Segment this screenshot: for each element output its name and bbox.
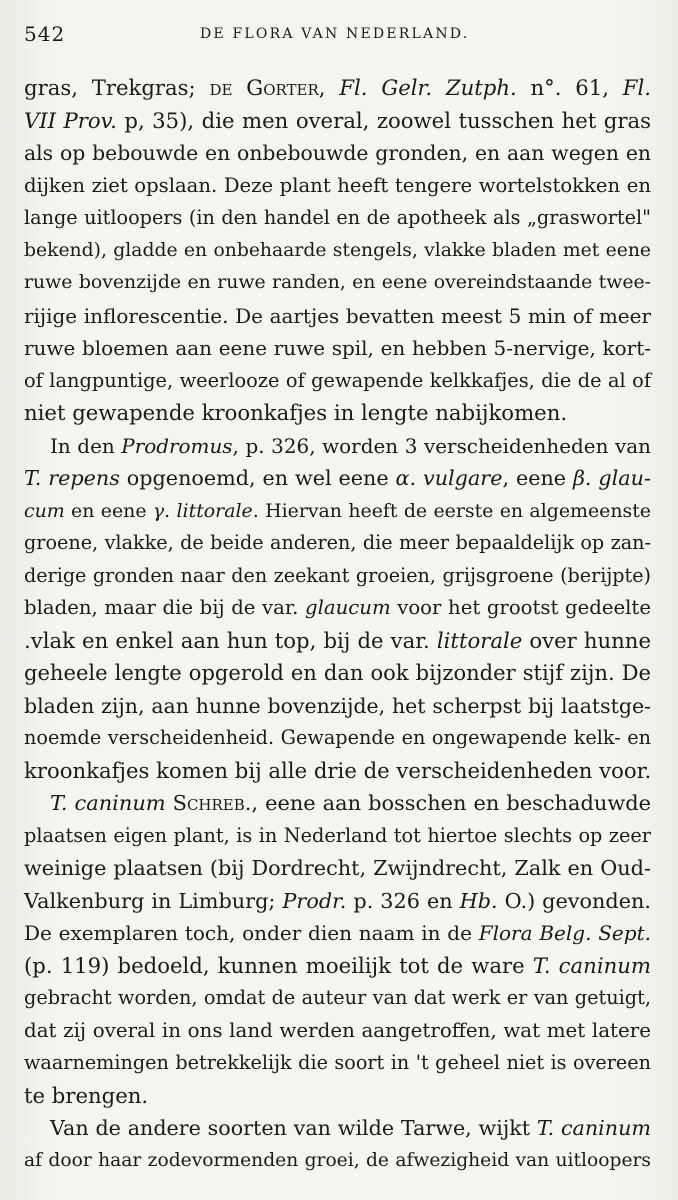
text-line bbox=[24, 397, 651, 430]
text-line bbox=[24, 72, 651, 105]
text-line bbox=[24, 1015, 651, 1048]
text-run: kroonkafjes komen bij alle drie de verscheidenheden voor. bbox=[24, 757, 652, 783]
text-run: af door haar zodevormenden groei, de afwezigheid van uitloopers bbox=[24, 1149, 651, 1171]
text-run: .vlak en enkel aan hun top, bij de var. bbox=[24, 627, 437, 653]
text-run: of langpuntige, weerlooze of gewapende kelkkafjes, die de al of bbox=[24, 368, 651, 392]
text-line bbox=[24, 820, 651, 853]
italic-text: littorale bbox=[436, 627, 523, 653]
text-line bbox=[24, 1080, 651, 1113]
text-run: , eene bbox=[502, 466, 573, 490]
text-line bbox=[24, 365, 651, 398]
text-run: derige gronden naar den zeekant groeien, grijsgroene (berijpte) bbox=[24, 563, 651, 587]
text-line bbox=[24, 560, 651, 593]
text-line bbox=[24, 332, 651, 365]
text-line bbox=[24, 917, 651, 950]
text-run: In den bbox=[50, 433, 122, 458]
text-line bbox=[24, 235, 651, 268]
body-text bbox=[24, 72, 651, 1177]
text-run: gras, Trekgras; bbox=[24, 75, 210, 100]
text-run: ruwe bovenzijde en ruwe randen, en eene overeindstaande twee- bbox=[24, 272, 651, 293]
text-run: dat zij overal in ons land werden aangetroffen, wat met latere bbox=[24, 1018, 651, 1042]
text-line bbox=[24, 755, 651, 788]
text-run: opgenoemd, en wel eene bbox=[119, 466, 396, 490]
text-run: ruwe bloemen aan eene ruwe spil, en hebben 5-nervige, kort- bbox=[24, 336, 651, 360]
italic-text: T. caninum bbox=[50, 791, 166, 815]
text-run: p, 35), die men overal, zoowel tusschen het gras bbox=[116, 107, 651, 133]
italic-text: Fl. Gelr. Zutph. bbox=[339, 75, 517, 100]
text-run: De exemplaren toch, onder dien naam in de bbox=[24, 921, 479, 945]
text-run: , p. 326, worden 3 verscheidenheden van bbox=[232, 433, 652, 458]
italic-text: α. vulgare bbox=[395, 466, 503, 490]
italic-text: γ. littorale bbox=[152, 499, 253, 522]
text-run: gebracht worden, omdat de auteur van dat werk er van getuigt, bbox=[24, 986, 651, 1009]
text-run: te brengen. bbox=[24, 1082, 149, 1108]
text-run: bladen zijn, aan hunne bovenzijde, het scherpst bij laatstge- bbox=[24, 693, 651, 718]
italic-text: Fl. bbox=[622, 75, 651, 100]
text-line bbox=[24, 982, 651, 1015]
text-line bbox=[24, 137, 651, 170]
italic-text: T. caninum bbox=[532, 952, 651, 978]
text-run: p. 326 en bbox=[346, 888, 460, 913]
text-line bbox=[24, 852, 651, 885]
text-run: bladen, maar die bij de var. bbox=[24, 596, 305, 619]
text-run: . Hiervan heeft de eerste en algemeenste bbox=[252, 499, 651, 522]
text-line bbox=[24, 722, 651, 755]
text-run: Valkenburg in Limburg; bbox=[24, 888, 283, 913]
text-run: (p. 119) bedoeld, kunnen moeilijk tot de ware bbox=[24, 952, 533, 978]
italic-text: Prodr. bbox=[282, 888, 347, 913]
text-run: als op bebouwde en onbebouwde gronden, en aan wegen en bbox=[24, 141, 651, 165]
text-run: Van de andere soorten van wilde Tarwe, wijkt bbox=[50, 1116, 537, 1140]
text-run: O.) gevonden. bbox=[497, 888, 651, 913]
text-line bbox=[24, 1047, 651, 1080]
text-run bbox=[166, 791, 173, 815]
text-line bbox=[24, 657, 651, 690]
text-line bbox=[24, 267, 651, 300]
text-line bbox=[24, 300, 651, 333]
text-run: voor het grootst gedeelte bbox=[390, 596, 651, 619]
text-line bbox=[24, 1112, 651, 1145]
text-run: lange uitloopers (in den handel en de apotheek als „graswortel" bbox=[24, 206, 651, 229]
text-run: , eene aan bosschen en beschaduwde bbox=[251, 791, 651, 815]
text-run: plaatsen eigen plant, is in Nederland tot hiertoe slechts op zeer bbox=[24, 823, 651, 847]
text-line bbox=[24, 202, 651, 235]
italic-text: Hb. bbox=[459, 888, 498, 913]
text-line bbox=[24, 690, 651, 723]
italic-text: β. glau- bbox=[572, 466, 651, 490]
text-line bbox=[24, 885, 651, 918]
text-run: en eene bbox=[64, 499, 153, 522]
text-line bbox=[24, 1145, 651, 1178]
page-number: 542 bbox=[24, 22, 66, 46]
text-run: geheele lengte opgerold en dan ook bijzonder stijf zijn. De bbox=[24, 660, 651, 685]
text-run: bekend), gladde en onbehaarde stengels, vlakke bladen met eene bbox=[24, 239, 651, 261]
italic-text: Flora Belg. Sept. bbox=[478, 921, 651, 945]
text-line bbox=[24, 592, 651, 625]
italic-text: Prodromus bbox=[121, 433, 233, 458]
text-line bbox=[24, 170, 651, 203]
author-name: de Gorter bbox=[209, 75, 319, 100]
italic-text: glaucum bbox=[304, 596, 391, 619]
text-run: n°. 61, bbox=[516, 75, 623, 100]
text-line bbox=[24, 462, 651, 495]
author-name: Schreb. bbox=[172, 791, 252, 815]
text-line bbox=[24, 625, 651, 658]
text-line bbox=[24, 787, 651, 820]
text-run: waarnemingen betrekkelijk die soort in 't geheel niet is overeen bbox=[24, 1051, 651, 1074]
page-header bbox=[24, 22, 654, 52]
text-run: over hunne bbox=[522, 627, 651, 653]
text-line bbox=[24, 495, 651, 528]
text-run: rijige inflorescentie. De aartjes bevatten meest 5 min of meer bbox=[24, 303, 651, 328]
text-run: weinige plaatsen (bij Dordrecht, Zwijndrecht, Zalk en Oud- bbox=[24, 856, 651, 880]
text-run: , bbox=[318, 75, 340, 100]
text-run: groene, vlakke, de beide anderen, die meer bepaaldelijk op zan- bbox=[24, 531, 651, 554]
text-line bbox=[24, 430, 651, 463]
text-line bbox=[24, 105, 651, 138]
text-run: noemde verscheidenheid. Gewapende en ongewapende kelk- en bbox=[24, 726, 651, 749]
text-run: dijken ziet opslaan. Deze plant heeft tengere wortelstokken en bbox=[24, 173, 651, 197]
text-line bbox=[24, 950, 651, 983]
text-line bbox=[24, 527, 651, 560]
italic-text: T. repens bbox=[24, 466, 120, 490]
text-run: niet gewapende kroonkafjes in lengte nabijkomen. bbox=[24, 400, 568, 425]
italic-text: T. caninum bbox=[536, 1116, 651, 1140]
italic-text: VII Prov. bbox=[24, 107, 117, 133]
italic-text: cum bbox=[24, 499, 65, 522]
running-title: DE FLORA VAN NEDERLAND. bbox=[200, 26, 470, 42]
